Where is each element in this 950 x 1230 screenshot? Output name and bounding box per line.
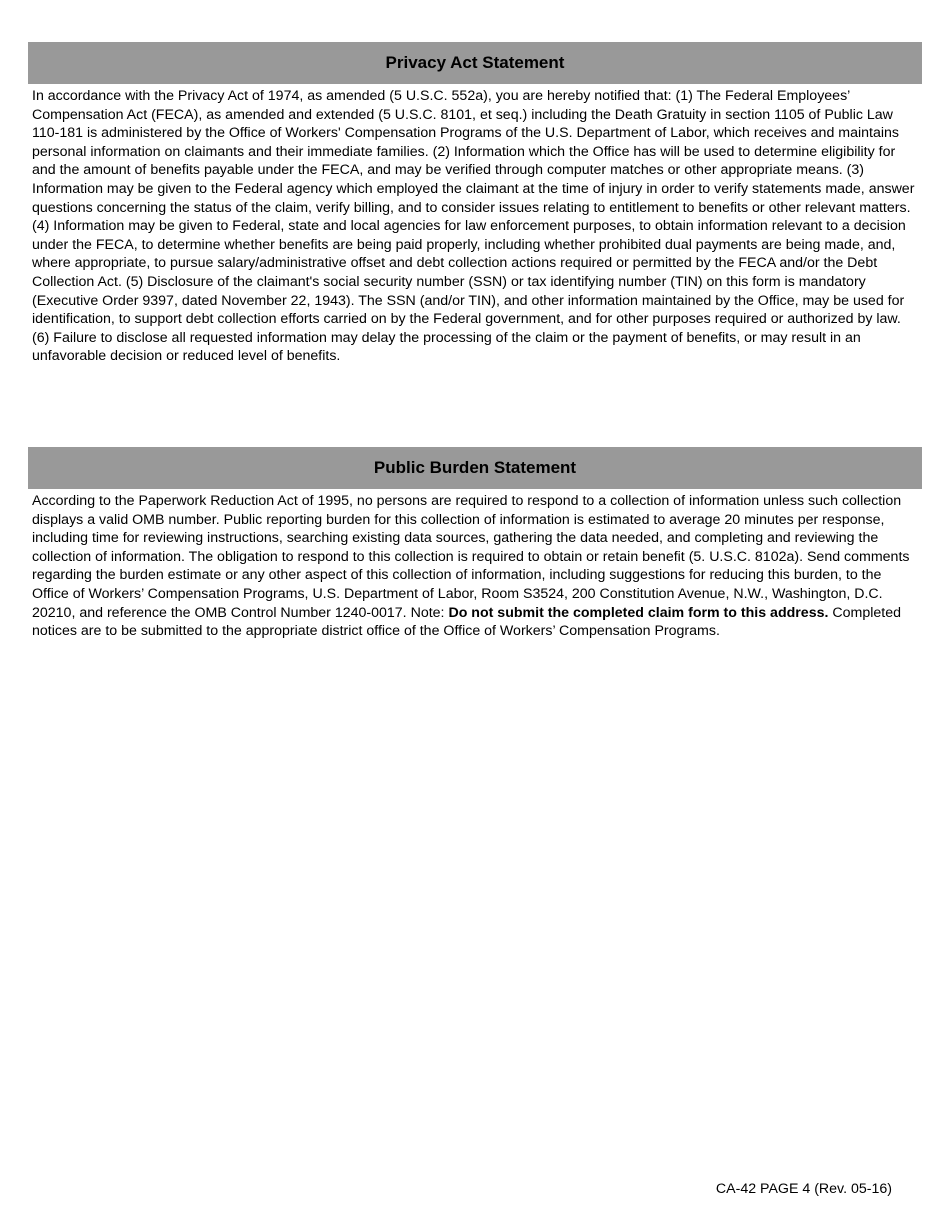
public-burden-text bbox=[28, 489, 922, 641]
public-burden-heading: Public Burden Statement bbox=[28, 447, 922, 489]
privacy-act-text: In accordance with the Privacy Act of 1974, as amended (5 U.S.C. 552a), you are hereby notified that: (1) The Federal Employees’ Compensation Act (FECA), as amended and extended (5 U.S.C. 8101, et seq.) including the Death Gratuity in section 1105 of Public Law 110-181 is administered by the Office of Workers' Compensation Programs of the U.S. Department of Labor, which receives and maintains personal information on claimants and their immediate families. (2) Information which the Office has will be used to determine eligibility for and the amount of benefits payable under the FECA, and may be verified through computer matches or other appropriate means. (3) Information may be given to the Federal agency which employed the claimant at the time of injury in order to verify statements made, answer questions concerning the status of the claim, verify billing, and to consider issues relating to entitlement to benefits or other relevant matters. (4) Information may be given to Federal, state and local agencies for law enforcement purposes, to obtain information relevant to a decision under the FECA, to determine whether benefits are being paid properly, including whether prohibited dual payments are being made, and, where appropriate, to pursue salary/administrative offset and debt collection actions required or permitted by the FECA and/or the Debt Collection Act. (5) Disclosure of the claimant's social security number (SSN) or tax identifying number (TIN) on this form is mandatory (Executive Order 9397, dated November 22, 1943). The SSN (and/or TIN), and other information maintained by the Office, may be used for identification, to support debt collection efforts carried on by the Federal government, and for other purposes required or authorized by law. (6) Failure to disclose all requested information may delay the processing of the claim or the payment of benefits, or may result in an unfavorable decision or reduced level of benefits. bbox=[32, 88, 915, 365]
note-bold-warning: Do not submit the completed claim form to this address. bbox=[448, 604, 829, 621]
note-label: Note: bbox=[410, 604, 445, 621]
public-burden-section bbox=[28, 447, 922, 641]
form-footer-id: CA-42 PAGE 4 (Rev. 05-16) bbox=[715, 1181, 892, 1197]
public-burden-paragraph: According to the Paperwork Reduction Act of 1995, no persons are required to respond to a collection of information unless such collection displays a valid OMB number. Public reporting burden for this collection of information is estimated to average 20 minutes per response, including time for reviewing instructions, searching existing data sources, gathering the data needed, and completing and reviewing the collection of information. The obligation to respond to this collection is required to obtain or retain benefit (5. U.S.C. 8102a). Send comments regarding the burden estimate or any other aspect of this collection of information, including suggestions for reducing this burden, to the Office of Workers’ Compensation Programs, U.S. Department of Labor, Room S3524, 200 Constitution Avenue, N.W., Washington, D.C. 20210, and reference the OMB Control Number 1240-0017. bbox=[32, 493, 910, 621]
privacy-act-section bbox=[28, 42, 922, 366]
note-rest: Completed notices are to be submitted to the appropriate district office of the Office of Workers’ Compensation Programs. bbox=[32, 604, 901, 640]
privacy-act-heading: Privacy Act Statement bbox=[28, 42, 922, 84]
